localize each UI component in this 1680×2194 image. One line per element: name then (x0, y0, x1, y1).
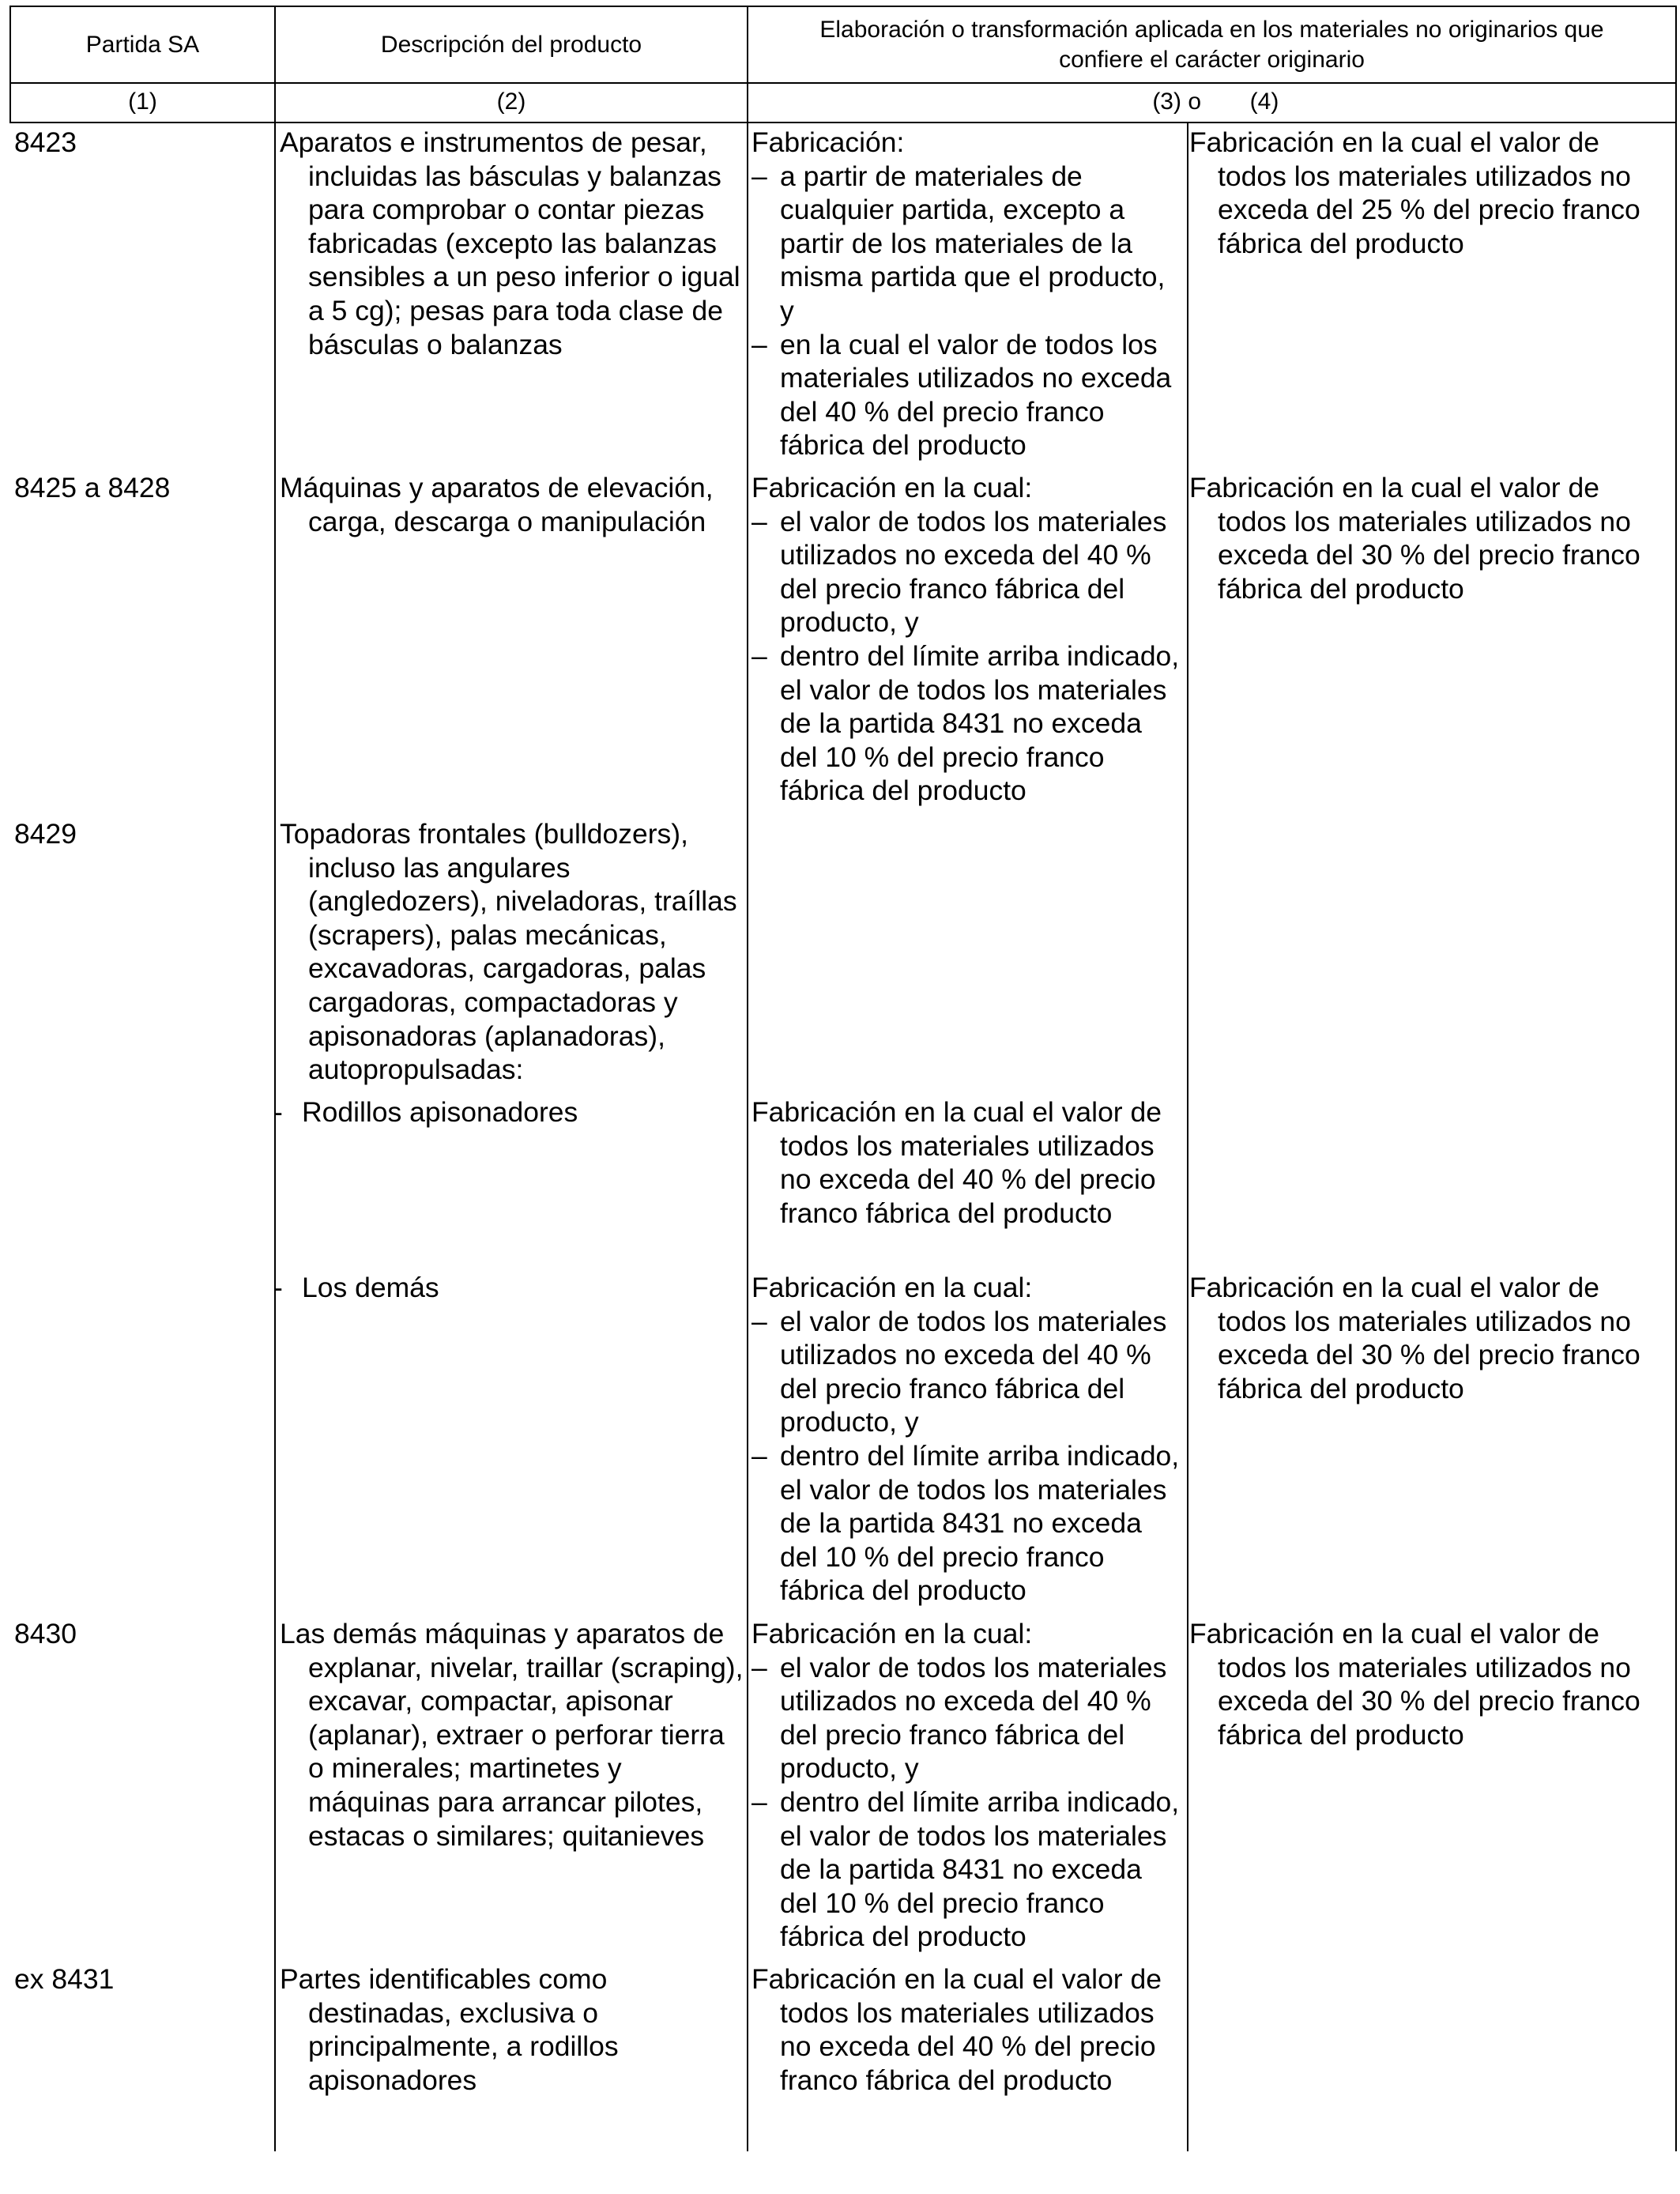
row-8430-rule3-intro: Fabricación en la cual: (751, 1618, 1033, 1649)
row-8430-description (280, 1617, 744, 1853)
sub-dash-marker: - (273, 1272, 283, 1303)
col3-divider (1187, 122, 1188, 2151)
dash-marker: – (751, 1651, 767, 1683)
column-number-2: (2) (496, 89, 526, 115)
column-number-4: (4) (1249, 89, 1279, 115)
row-8423-description (280, 126, 744, 361)
row-ex8431-rule3-text: Fabricación en la cual el valor de todos los materiales utilizados no exceda del 40 % del precio franco fábrica del producto (751, 1963, 1162, 2096)
row-8423-rule4 (1189, 126, 1673, 260)
row-8423-rule3-item2: – en la cual el valor de todos los materiales utilizados no exceda del 40 % del precio franco fábrica del producto (751, 328, 1172, 462)
dash-marker: – (751, 1785, 767, 1818)
header-elaboracion (748, 7, 1675, 82)
row-8429-desc-text: Topadoras frontales (bulldozers), incluso las angulares (angledozers), niveladoras, traíllas (scrapers), palas mecánicas, excavadoras, cargadoras, palas cargadoras, compactadoras y apisonadoras (aplanadoras), autopropulsadas: (280, 818, 737, 1086)
row-8425-rule3-item2: – dentro del límite arriba indicado, el valor de todos los materiales de la partida 8431 no exceda del 10 % del precio franco fábrica del producto (751, 639, 1180, 807)
header-partida-sa (11, 7, 274, 82)
dash-marker: – (751, 1439, 767, 1472)
row-8429-code: 8429 (14, 818, 77, 850)
row-8430-desc-text: Las demás máquinas y aparatos de explanar, nivelar, traillar (scraping), excavar, compactar, apisonar (aplanar), extraer o perforar tierra o minerales; martinetes y máquinas para arrancar pilotes, estacas o similares; quitanieves (280, 1618, 744, 1852)
header-descripcion-text: Descripción del producto (380, 31, 642, 58)
row-8425-rule3-item1: – el valor de todos los materiales utilizados no exceda del 40 % del precio franco fábrica del producto, y (751, 505, 1167, 639)
col1-divider (274, 6, 276, 2151)
row-8430-code: 8430 (14, 1618, 77, 1649)
row-8430-rule3 (751, 1617, 1185, 1954)
right-border (1675, 6, 1677, 2151)
row-8425-rule3 (751, 471, 1185, 808)
header-partida-sa-text: Partida SA (85, 31, 200, 58)
dash-marker: – (751, 160, 767, 192)
row-8429-sub1-description (273, 1095, 744, 1129)
row-ex8431-code: ex 8431 (14, 1963, 115, 1995)
dash-marker: – (751, 328, 767, 360)
header-elaboracion-line2: confiere el carácter originario (1059, 46, 1365, 73)
row-8429-sub2-rule3 (751, 1271, 1185, 1608)
row-8425-code: 8425 a 8428 (14, 472, 171, 503)
header-descripcion (276, 7, 747, 82)
row-8429-sub1-desc: - Rodillos apisonadores (273, 1096, 578, 1128)
row-8425-description (280, 471, 744, 538)
row-8423-rule4-text: Fabricación en la cual el valor de todos los materiales utilizados no exceda del 25 % del precio franco fábrica del producto (1189, 126, 1640, 259)
row-8425-rule4 (1189, 471, 1673, 605)
dash-marker: – (751, 1305, 767, 1337)
row-8423-rule3-item1: – a partir de materiales de cualquier partida, excepto a partir de los materiales de la misma partida que el producto, y (751, 160, 1166, 326)
column-number-3: (3) o (1152, 89, 1201, 115)
row-8430-rule3-item2: – dentro del límite arriba indicado, el valor de todos los materiales de la partida 8431 no exceda del 10 % del precio franco fábrica del producto (751, 1785, 1180, 1953)
sub-dash-marker: - (273, 1096, 283, 1128)
row-8425-rule4-text: Fabricación en la cual el valor de todos los materiales utilizados no exceda del 30 % del precio franco fábrica del producto (1189, 472, 1640, 605)
row-8423-rule3-intro: Fabricación: (751, 126, 905, 158)
dash-marker: – (751, 505, 767, 537)
row-8425-desc-text: Máquinas y aparatos de elevación, carga, descarga o manipulación (280, 472, 714, 537)
row-8423-rule3 (751, 126, 1185, 462)
row-8429-sub2-rule4 (1189, 1271, 1673, 1405)
row-8430-rule4-text: Fabricación en la cual el valor de todos los materiales utilizados no exceda del 30 % del precio franco fábrica del producto (1189, 1618, 1640, 1751)
row-8429-sub2-description (273, 1271, 744, 1305)
row-8429-sub2-rule3-intro: Fabricación en la cual: (751, 1272, 1033, 1303)
row-8429-sub2-rule4-text: Fabricación en la cual el valor de todos los materiales utilizados no exceda del 30 % del precio franco fábrica del producto (1189, 1272, 1640, 1404)
row-8423-desc-text: Aparatos e instrumentos de pesar, incluidas las básculas y balanzas para comprobar o contar piezas fabricadas (excepto las balanzas sensibles a un peso inferior o igual a 5 cg); pesas para toda clase de básculas o balanzas (280, 126, 740, 360)
row-ex8431-desc-text: Partes identificables como destinadas, exclusiva o principalmente, a rodillos apisonadores (280, 1963, 619, 2096)
row-8425-rule3-intro: Fabricación en la cual: (751, 472, 1033, 503)
row-8430-rule4 (1189, 1617, 1673, 1751)
header-elaboracion-line1: Elaboración o transformación aplicada en los materiales no originarios que (819, 16, 1604, 43)
row-ex8431-rule3 (751, 1962, 1185, 2097)
row-8423-code: 8423 (14, 126, 77, 158)
dash-marker: – (751, 639, 767, 672)
row-8429-sub2-rule3-item2: – dentro del límite arriba indicado, el valor de todos los materiales de la partida 8431 no exceda del 10 % del precio franco fábrica del producto (751, 1439, 1180, 1607)
row-8429-description (280, 817, 744, 1087)
column-number-1: (1) (128, 89, 157, 115)
row-8429-sub1-rule3 (751, 1095, 1185, 1230)
row-8429-sub1-rule3-text: Fabricación en la cual el valor de todos los materiales utilizados no exceda del 40 % del precio franco fábrica del producto (751, 1096, 1162, 1229)
row-8429-sub2-desc: - Los demás (273, 1272, 439, 1303)
row-ex8431-description (280, 1962, 744, 2097)
row-8429-sub2-rule3-item1: – el valor de todos los materiales utilizados no exceda del 40 % del precio franco fábrica del producto, y (751, 1305, 1167, 1438)
col2-divider (747, 6, 748, 2151)
header-bottom-border (9, 82, 1677, 84)
column-numbers-bottom-border (9, 122, 1677, 123)
row-8430-rule3-item1: – el valor de todos los materiales utilizados no exceda del 40 % del precio franco fábrica del producto, y (751, 1651, 1167, 1785)
